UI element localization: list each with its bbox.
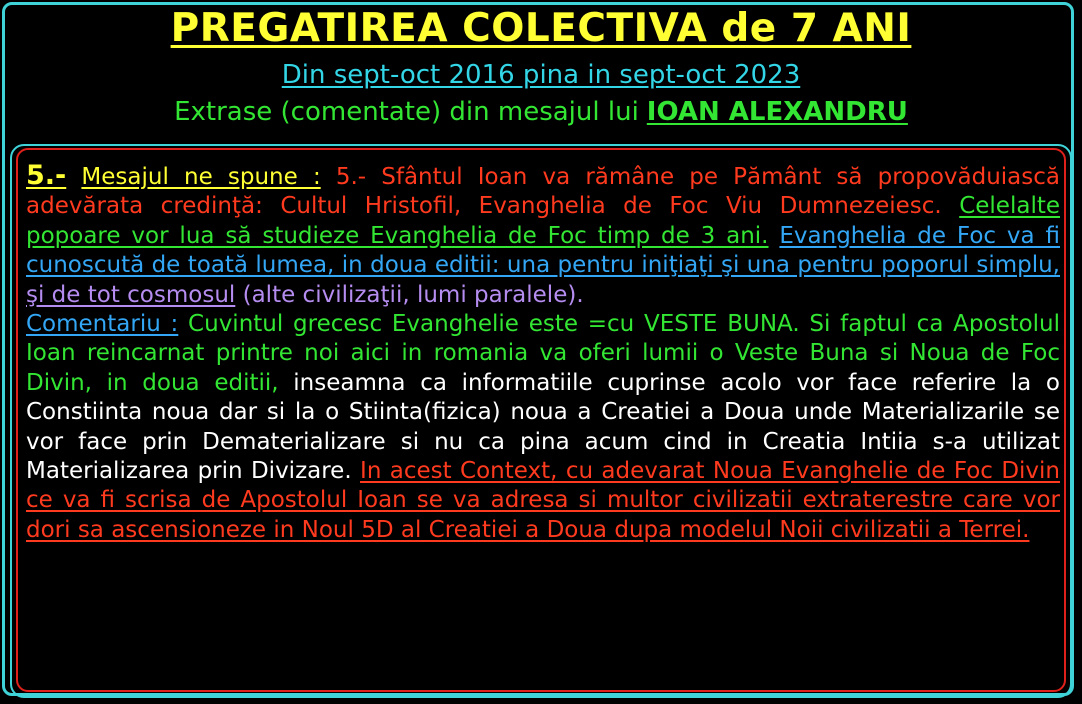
- title-text: PREGATIREA COLECTIVA de 7 ANI: [170, 6, 912, 51]
- author-name: IOAN ALEXANDRU: [646, 97, 908, 127]
- message-text-plain: (alte civilizaţii, lumi paralele).: [235, 281, 584, 308]
- comment-text-white: inseamna ca informatiile cuprinse acolo vor face referire la o Constiinta noua dar si la o Stiinta(fizica) noua a Creatiei a Doua unde Materializarile se vor face prin Dematerializare si nu ca pina acum cind in Creatia Intiia s-a utilizat Materializarea prin Divizare.: [26, 369, 1060, 485]
- message-text-red: 5.- Sfântul Ioan va rămâne pe Pământ să propovăduiască adevărata credinţă: Cultul Hristofil, Evanghelia de Foc Viu Dumnezeiesc.: [26, 164, 1061, 220]
- message-text-blue: Evanghelia de Foc va fi cunoscută de toată lumea, in doua editii: una pentru iniţiaţi şi una pentru poporul simplu,: [26, 222, 1060, 279]
- comment-label: Comentariu :: [26, 311, 179, 338]
- message-label: Mesajul ne spune :: [81, 164, 321, 190]
- message-number: 5.-: [26, 160, 67, 191]
- message-text-green: Celelalte popoare vor lua să studieze Evanghelia de Foc timp de 3 ani.: [26, 193, 1060, 249]
- page-title: [0, 6, 1082, 51]
- comment-text-red: In acest Context, cu adevarat Noua Evanghelie de Foc Divin ce va fi scrisa de Apostolul Ioan se va adresa si multor civilizatii extraterestre care vor dori sa ascensioneze in Noul 5D al Creatiei a Doua dupa modelul Noii civilizatii a Terrei.: [26, 458, 1060, 543]
- message-text-purple: şi de tot cosmosul: [26, 281, 236, 308]
- subtitle-dates: Din sept-oct 2016 pina in sept-oct 2023: [281, 60, 801, 90]
- content-text: [26, 161, 1060, 545]
- subtitle-intro: [0, 97, 1082, 127]
- comment-text-green: Cuvintul grecesc Evanghelie este =cu VESTE BUNA. Si faptul ca Apostolul Ioan reincarnat printre noi aici in romania va oferi lumii o Veste Buna si Noua de Foc Divin, in doua editii,: [26, 311, 1061, 396]
- subtitle-intro-text: Extrase (comentate) din mesajul lui: [174, 97, 639, 127]
